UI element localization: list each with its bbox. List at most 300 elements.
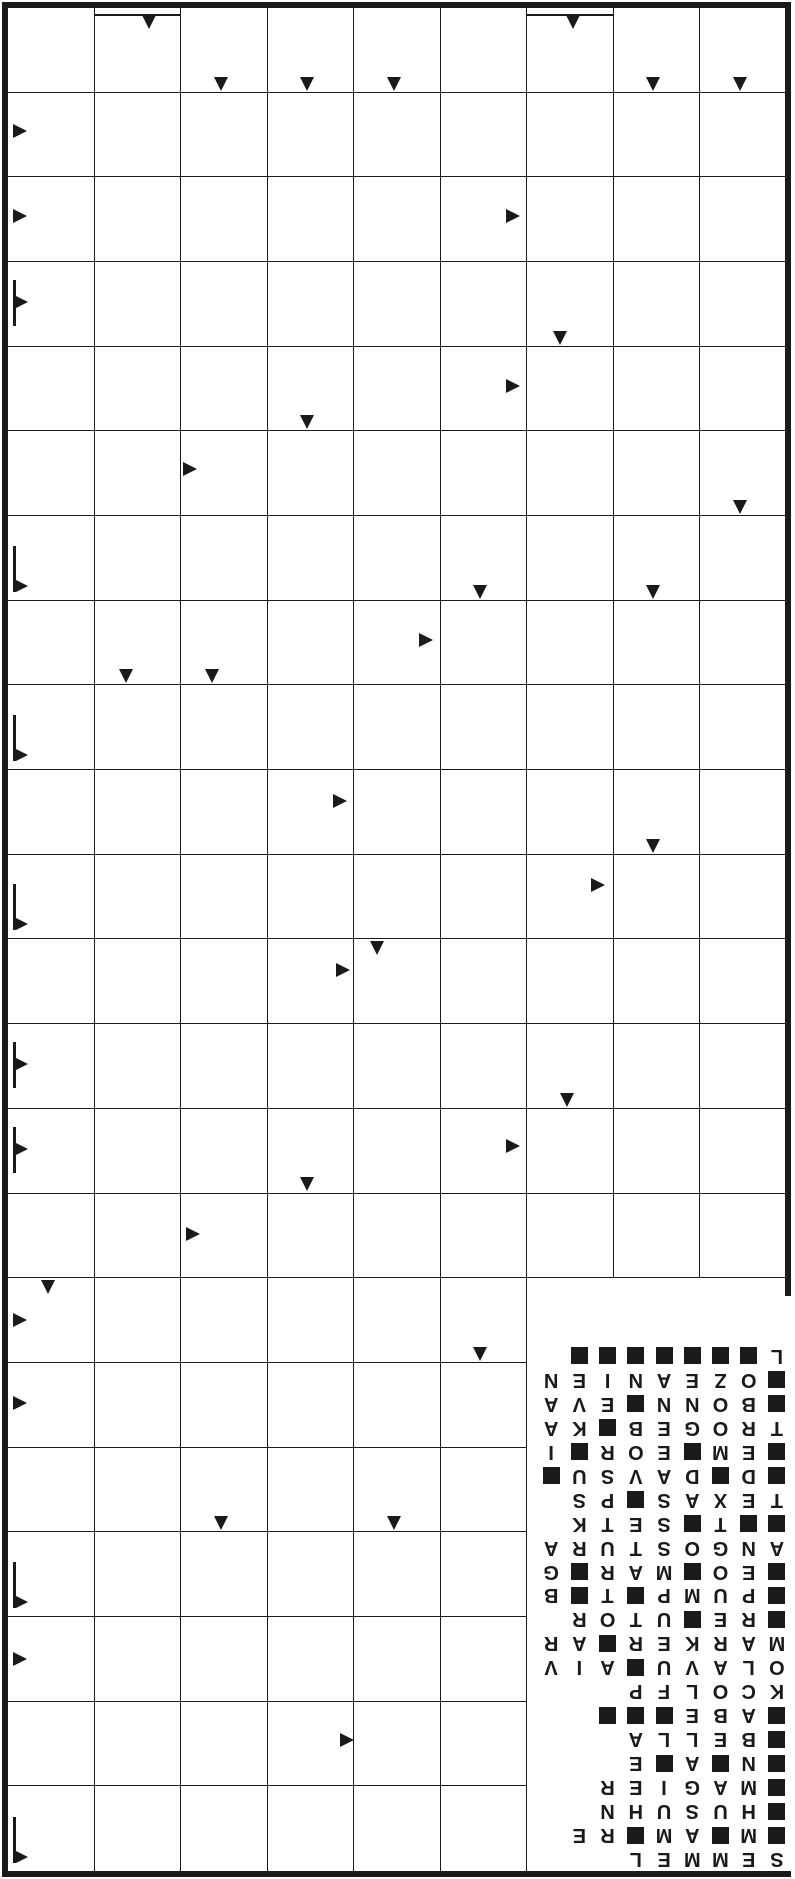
solution-letter: N (741, 1536, 756, 1559)
answer-cell[interactable] (354, 685, 441, 770)
answer-cell[interactable] (614, 262, 701, 347)
answer-cell[interactable] (700, 685, 787, 770)
answer-cell[interactable] (441, 685, 528, 770)
arrow-down-icon (142, 15, 156, 29)
clue-text (181, 1448, 267, 1453)
answer-cell[interactable] (700, 939, 787, 1024)
solution-letter: L (686, 1728, 699, 1751)
solution-letter: G (543, 1560, 559, 1583)
solution-block (678, 1440, 706, 1464)
answer-cell[interactable] (268, 855, 355, 940)
answer-cell[interactable] (181, 1109, 268, 1194)
solution-letter: O (599, 1608, 616, 1631)
answer-cell[interactable] (8, 1786, 95, 1871)
answer-cell[interactable] (181, 1702, 268, 1787)
answer-cell[interactable] (354, 939, 441, 1024)
clue-text (441, 1109, 527, 1114)
solution-block (763, 1703, 791, 1727)
clue-cell (95, 601, 182, 686)
solution-letter: V (629, 1464, 643, 1487)
solution-letter: A (628, 1560, 644, 1583)
solution-letter: M (768, 1632, 786, 1655)
clue-text (8, 8, 94, 92)
arrow-down-icon (733, 77, 747, 91)
solution-letter: O (684, 1536, 701, 1559)
solution-letter: E (713, 1608, 728, 1631)
solution-letter: F (657, 1680, 671, 1703)
clue-text (268, 1702, 354, 1707)
answer-cell[interactable] (268, 1786, 355, 1871)
answer-cell[interactable] (95, 1532, 182, 1617)
clue-cell (8, 939, 95, 1024)
solution-letter: A (572, 1632, 587, 1655)
answer-cell[interactable] (614, 601, 701, 686)
solution-letter: U (656, 1608, 672, 1631)
arrow-right-icon (336, 963, 350, 977)
solution-empty (537, 1703, 565, 1727)
answer-cell[interactable] (354, 1532, 441, 1617)
answer-cell[interactable] (354, 770, 441, 855)
answer-cell[interactable] (354, 1278, 441, 1363)
solution-letter: L (686, 1680, 699, 1703)
answer-cell[interactable] (700, 347, 787, 432)
solution-letter: R (572, 1608, 587, 1631)
answer-cell[interactable] (700, 1194, 787, 1279)
solution-block (763, 1440, 791, 1464)
solution-block (706, 1464, 734, 1488)
answer-cell[interactable] (527, 431, 614, 516)
solution-letter: K (572, 1416, 587, 1439)
clue-cell (268, 770, 355, 855)
solution-letter: R (741, 1608, 756, 1631)
solution-letter: E (742, 1848, 756, 1871)
solution-letter: R (741, 1416, 756, 1439)
answer-cell[interactable] (95, 93, 182, 178)
answer-cell[interactable] (181, 177, 268, 262)
answer-cell[interactable] (95, 1363, 182, 1448)
arrow-right-icon (13, 1652, 27, 1666)
answer-cell[interactable] (527, 939, 614, 1024)
arrow-down-icon (205, 669, 219, 683)
solution-letter: B (543, 1584, 559, 1607)
answer-cell[interactable] (441, 1786, 528, 1871)
arrow-down-icon (560, 1093, 574, 1107)
solution-grid (537, 1296, 791, 1871)
clue-pointer-line (95, 14, 181, 16)
solution-letter: L (629, 1848, 642, 1871)
answer-cell[interactable] (268, 1617, 355, 1702)
solution-letter: O (712, 1392, 729, 1415)
solution-empty (537, 1679, 565, 1703)
solution-letter: I (604, 1368, 611, 1391)
answer-cell[interactable] (181, 1024, 268, 1109)
answer-cell[interactable] (181, 516, 268, 601)
solution-letter: H (741, 1800, 756, 1823)
solution-block (593, 1703, 621, 1727)
solution-letter: B (628, 1416, 644, 1439)
clue-cell (181, 1448, 268, 1533)
clue-cell (8, 8, 95, 93)
solution-empty (565, 1727, 593, 1751)
solution-block (678, 1560, 706, 1584)
answer-cell[interactable] (354, 347, 441, 432)
arrow-down-icon (119, 669, 133, 683)
clue-text (441, 516, 527, 521)
solution-empty (537, 1344, 565, 1368)
solution-letter: R (628, 1632, 644, 1655)
answer-cell[interactable] (354, 262, 441, 347)
answer-cell[interactable] (441, 431, 528, 516)
solution-letter: R (600, 1776, 615, 1799)
solution-letter: S (600, 1464, 615, 1487)
turn-arrow-icon (13, 1042, 16, 1088)
turn-arrow-icon (13, 546, 16, 592)
answer-cell[interactable] (268, 601, 355, 686)
answer-cell[interactable] (268, 431, 355, 516)
solution-empty (593, 1679, 621, 1703)
solution-letter: A (685, 1824, 700, 1847)
answer-cell[interactable] (700, 93, 787, 178)
answer-cell[interactable] (441, 1702, 528, 1787)
answer-cell[interactable] (181, 93, 268, 178)
clue-text (614, 516, 700, 521)
answer-cell[interactable] (181, 347, 268, 432)
answer-cell[interactable] (527, 601, 614, 686)
solution-letter: A (543, 1392, 559, 1415)
answer-cell[interactable] (181, 939, 268, 1024)
solution-letter: E (657, 1848, 671, 1871)
answer-cell[interactable] (354, 1786, 441, 1871)
answer-cell[interactable] (441, 1532, 528, 1617)
answer-cell[interactable] (614, 1194, 701, 1279)
answer-cell[interactable] (527, 1109, 614, 1194)
solution-letter: B (713, 1704, 728, 1727)
answer-cell[interactable] (614, 855, 701, 940)
solution-letter: K (685, 1632, 700, 1655)
answer-cell[interactable] (441, 1617, 528, 1702)
clue-text (441, 1278, 527, 1283)
solution-empty (565, 1799, 593, 1823)
solution-block (593, 1631, 621, 1655)
clue-text (181, 1194, 267, 1199)
clue-text (181, 8, 267, 13)
answer-cell[interactable] (95, 1786, 182, 1871)
answer-cell[interactable] (527, 770, 614, 855)
solution-letter: T (714, 1512, 727, 1535)
clue-cell (441, 516, 528, 601)
clue-text (8, 1617, 94, 1622)
arrow-right-icon (506, 209, 520, 223)
answer-cell[interactable] (527, 1194, 614, 1279)
solution-letter: E (629, 1752, 643, 1775)
solution-letter: I (548, 1440, 554, 1463)
answer-cell[interactable] (95, 8, 182, 93)
answer-cell[interactable] (268, 1024, 355, 1109)
answer-cell[interactable] (354, 1617, 441, 1702)
answer-cell[interactable] (95, 1702, 182, 1787)
answer-cell[interactable] (95, 262, 182, 347)
answer-cell[interactable] (441, 855, 528, 940)
answer-cell[interactable] (181, 770, 268, 855)
answer-cell[interactable] (8, 1532, 95, 1617)
solution-block (706, 1751, 734, 1775)
solution-letter: N (600, 1800, 615, 1823)
solution-letter: T (770, 1416, 783, 1439)
solution-letter: R (600, 1440, 615, 1463)
clue-cell (441, 347, 528, 432)
clue-text (354, 855, 440, 939)
answer-cell[interactable] (268, 1194, 355, 1279)
answer-cell[interactable] (441, 601, 528, 686)
clue-cell (268, 1109, 355, 1194)
answer-cell[interactable] (354, 1363, 441, 1448)
solution-block (763, 1607, 791, 1631)
answer-cell[interactable] (441, 1024, 528, 1109)
answer-cell[interactable] (354, 1109, 441, 1194)
answer-cell[interactable] (181, 1363, 268, 1448)
solution-letter: M (712, 1848, 729, 1871)
answer-cell[interactable] (268, 1532, 355, 1617)
solution-empty (593, 1727, 621, 1751)
answer-cell[interactable] (354, 516, 441, 601)
answer-cell[interactable] (8, 262, 95, 347)
answer-cell[interactable] (268, 262, 355, 347)
solution-letter: V (685, 1656, 699, 1679)
solution-letter: M (655, 1824, 673, 1847)
answer-cell[interactable] (614, 347, 701, 432)
answer-cell[interactable] (354, 1024, 441, 1109)
solution-block (678, 1512, 706, 1536)
answer-cell[interactable] (700, 177, 787, 262)
solution-letter: Z (714, 1368, 727, 1391)
solution-empty (537, 1751, 565, 1775)
clue-text (527, 855, 613, 939)
answer-cell[interactable] (441, 1194, 528, 1279)
solution-block (706, 1823, 734, 1847)
solution-block (706, 1344, 734, 1368)
answer-cell[interactable] (527, 347, 614, 432)
solution-letter: R (600, 1560, 615, 1583)
clue-cell (8, 177, 95, 262)
clue-cell (354, 1448, 441, 1533)
solution-block (763, 1584, 791, 1608)
solution-letter: R (543, 1632, 559, 1655)
answer-cell[interactable] (268, 1448, 355, 1533)
arrow-right-icon (13, 209, 27, 223)
solution-block (565, 1344, 593, 1368)
solution-letter: E (713, 1728, 728, 1751)
answer-cell[interactable] (268, 1363, 355, 1448)
clue-text (8, 939, 94, 944)
solution-letter: M (712, 1440, 729, 1463)
solution-letter: M (683, 1584, 701, 1607)
answer-cell[interactable] (181, 1278, 268, 1363)
answer-cell[interactable] (8, 685, 95, 770)
answer-cell[interactable] (614, 1024, 701, 1109)
answer-cell[interactable] (700, 1024, 787, 1109)
answer-cell[interactable] (268, 516, 355, 601)
solution-letter: G (684, 1416, 701, 1439)
solution-letter: N (543, 1368, 559, 1391)
answer-cell[interactable] (700, 516, 787, 601)
answer-cell[interactable] (95, 347, 182, 432)
solution-letter: N (656, 1392, 672, 1415)
solution-block (763, 1512, 791, 1536)
arrow-down-icon (733, 500, 747, 514)
answer-cell[interactable] (614, 685, 701, 770)
answer-cell[interactable] (95, 1448, 182, 1533)
arrow-down-icon (473, 1347, 487, 1361)
answer-cell[interactable] (441, 262, 528, 347)
arrow-down-icon (300, 77, 314, 91)
clue-cell (8, 770, 95, 855)
solution-letter: O (712, 1560, 729, 1583)
arrow-down-icon (300, 415, 314, 429)
clue-text (441, 347, 527, 352)
answer-cell[interactable] (441, 93, 528, 178)
solution-letter: U (572, 1464, 587, 1487)
arrow-right-icon (183, 462, 197, 476)
solution-block (565, 1440, 593, 1464)
solution-empty (565, 1703, 593, 1727)
solution-letter: P (600, 1488, 615, 1511)
answer-cell[interactable] (354, 93, 441, 178)
answer-cell[interactable] (95, 1278, 182, 1363)
arrow-right-icon (333, 794, 347, 808)
answer-cell[interactable] (700, 855, 787, 940)
solution-empty (537, 1512, 565, 1536)
answer-cell[interactable] (614, 177, 701, 262)
answer-cell[interactable] (8, 1109, 95, 1194)
answer-cell[interactable] (700, 770, 787, 855)
solution-letter: P (629, 1680, 643, 1703)
clue-text (354, 8, 440, 13)
answer-cell[interactable] (614, 939, 701, 1024)
solution-letter: X (713, 1488, 728, 1511)
solution-letter: E (742, 1440, 756, 1463)
clue-cell (8, 431, 95, 516)
solution-letter: N (685, 1392, 700, 1415)
answer-cell[interactable] (354, 431, 441, 516)
solution-letter: A (600, 1656, 615, 1679)
answer-cell[interactable] (95, 1617, 182, 1702)
solution-letter: H (628, 1800, 644, 1823)
solution-block (622, 1584, 650, 1608)
answer-cell[interactable] (527, 516, 614, 601)
answer-cell[interactable] (268, 93, 355, 178)
turn-arrow-icon (13, 1562, 16, 1608)
solution-empty (537, 1775, 565, 1799)
solution-block (763, 1775, 791, 1799)
solution-letter: R (600, 1824, 615, 1847)
answer-cell[interactable] (181, 262, 268, 347)
solution-letter: L (657, 1728, 671, 1751)
answer-cell[interactable] (95, 1024, 182, 1109)
answer-cell[interactable] (268, 1278, 355, 1363)
solution-letter: E (600, 1392, 615, 1415)
clue-cell (441, 1278, 528, 1363)
solution-letter: V (544, 1656, 558, 1679)
answer-cell[interactable] (8, 855, 95, 940)
answer-cell[interactable] (441, 939, 528, 1024)
arrow-down-icon (41, 1280, 55, 1294)
answer-cell[interactable] (614, 93, 701, 178)
solution-letter: S (657, 1512, 671, 1535)
solution-letter: E (685, 1368, 699, 1391)
clue-cell (8, 1194, 95, 1279)
clue-cell (614, 770, 701, 855)
answer-cell[interactable] (268, 685, 355, 770)
solution-letter: S (572, 1488, 587, 1511)
solution-block (593, 1344, 621, 1368)
answer-cell[interactable] (95, 516, 182, 601)
answer-cell[interactable] (527, 8, 614, 93)
solution-letter: E (657, 1416, 671, 1439)
answer-cell[interactable] (181, 1617, 268, 1702)
solution-letter: M (683, 1848, 701, 1871)
turn-arrow-icon (13, 280, 16, 326)
solution-letter: E (742, 1560, 756, 1583)
answer-cell[interactable] (527, 177, 614, 262)
answer-cell[interactable] (181, 685, 268, 770)
answer-cell[interactable] (95, 177, 182, 262)
answer-cell[interactable] (441, 770, 528, 855)
answer-cell[interactable] (441, 1448, 528, 1533)
answer-cell[interactable] (8, 516, 95, 601)
answer-cell[interactable] (527, 685, 614, 770)
solution-block (650, 1751, 678, 1775)
answer-cell[interactable] (95, 770, 182, 855)
solution-block (763, 1560, 791, 1584)
solution-letter: N (628, 1368, 644, 1391)
solution-block (735, 1344, 763, 1368)
answer-cell[interactable] (700, 1109, 787, 1194)
clue-cell (614, 8, 701, 93)
answer-cell[interactable] (95, 431, 182, 516)
solution-letter: L (770, 1344, 783, 1367)
turn-arrow-icon (13, 884, 16, 930)
answer-cell[interactable] (614, 431, 701, 516)
arrow-down-icon (387, 77, 401, 91)
answer-cell[interactable] (8, 1024, 95, 1109)
answer-cell[interactable] (614, 1109, 701, 1194)
answer-cell[interactable] (527, 93, 614, 178)
solution-block (763, 1368, 791, 1392)
clue-text (181, 601, 267, 606)
clue-cell (268, 347, 355, 432)
answer-cell[interactable] (95, 939, 182, 1024)
answer-cell[interactable] (95, 855, 182, 940)
clue-cell (354, 855, 441, 940)
solution-block (622, 1823, 650, 1847)
answer-cell[interactable] (354, 177, 441, 262)
arrow-down-icon (646, 77, 660, 91)
answer-cell[interactable] (700, 262, 787, 347)
answer-cell[interactable] (181, 1786, 268, 1871)
answer-cell[interactable] (700, 601, 787, 686)
answer-cell[interactable] (95, 1109, 182, 1194)
answer-cell[interactable] (95, 685, 182, 770)
solution-letter: U (600, 1536, 615, 1559)
answer-cell[interactable] (354, 1702, 441, 1787)
answer-cell[interactable] (268, 177, 355, 262)
answer-cell[interactable] (181, 1532, 268, 1617)
solution-block (678, 1344, 706, 1368)
answer-cell[interactable] (441, 1363, 528, 1448)
solution-block (763, 1823, 791, 1847)
answer-cell[interactable] (354, 1194, 441, 1279)
answer-cell[interactable] (181, 855, 268, 940)
